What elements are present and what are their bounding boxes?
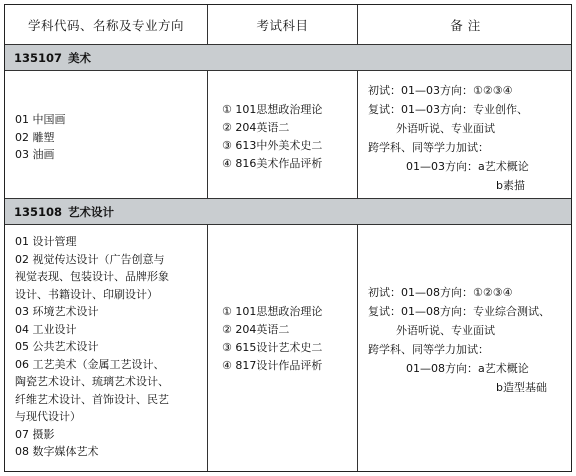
note-initial-exam: 初试：01—03方向：①②③④ bbox=[368, 84, 513, 97]
subject-code: 135107 bbox=[14, 50, 63, 65]
list-item: ① 101思想政治理论 bbox=[222, 103, 323, 116]
list-item: 01 设计管理 bbox=[15, 235, 77, 248]
major-list bbox=[15, 111, 66, 164]
note-retest-cont: 外语听说、专业面试 bbox=[396, 324, 495, 337]
subject-name: 艺术设计 bbox=[68, 204, 115, 219]
list-item: ④ 816美术作品评析 bbox=[222, 157, 323, 170]
header-exam-subjects: 考试科目 bbox=[208, 5, 358, 44]
exams-cell bbox=[208, 225, 358, 471]
exam-list bbox=[222, 303, 322, 375]
list-item: 07 摄影 bbox=[15, 427, 55, 441]
note-extra-exam-cont: b素描 bbox=[496, 179, 525, 192]
note-extra-exam: 01—08方向：a艺术概论 bbox=[406, 362, 529, 375]
list-item: 08 数字媒体艺术 bbox=[15, 445, 99, 458]
list-item: 01 中国画 bbox=[15, 113, 66, 126]
list-item: 02 雕塑 bbox=[15, 130, 55, 144]
list-item: ④ 817设计作品评析 bbox=[222, 359, 323, 372]
list-item: 与现代设计） bbox=[15, 410, 81, 423]
note-initial-exam: 初试：01—08方向：①②③④ bbox=[368, 286, 513, 299]
list-item: 06 工艺美术（金属工艺设计、 bbox=[15, 357, 165, 371]
list-item: 视觉表现、包装设计、品牌形象 bbox=[15, 270, 169, 283]
note-extra-exam-cont: b造型基础 bbox=[496, 381, 547, 394]
list-item: 05 公共艺术设计 bbox=[15, 340, 99, 353]
list-item: ③ 615设计艺术史二 bbox=[222, 341, 323, 354]
subject-band-fine-arts bbox=[5, 45, 571, 71]
exam-list bbox=[222, 101, 322, 173]
list-item: 04 工业设计 bbox=[15, 322, 77, 336]
list-item: 设计、书籍设计、印刷设计） bbox=[15, 287, 158, 301]
note-cross-discipline: 跨学科、同等学力加试： bbox=[368, 343, 489, 356]
list-item: 陶瓷艺术设计、琉璃艺术设计、 bbox=[15, 375, 169, 388]
table-header bbox=[5, 5, 571, 45]
note-cross-discipline: 跨学科、同等学力加试： bbox=[368, 141, 489, 154]
header-remarks: 备 注 bbox=[450, 17, 481, 33]
notes-text bbox=[368, 283, 550, 397]
major-list bbox=[15, 233, 169, 461]
notes-cell bbox=[358, 225, 573, 471]
list-item: ① 101思想政治理论 bbox=[222, 305, 323, 318]
section-art-design bbox=[5, 225, 571, 471]
exams-cell bbox=[208, 71, 358, 198]
subject-code: 135108 bbox=[14, 204, 63, 219]
list-item: ② 204英语二 bbox=[222, 121, 290, 134]
list-item: ② 204英语二 bbox=[222, 323, 290, 336]
list-item: 03 环境艺术设计 bbox=[15, 305, 99, 318]
header-discipline: 学科代码、名称及专业方向 bbox=[5, 5, 208, 44]
subject-name: 美术 bbox=[68, 50, 92, 65]
list-item: ③ 613中外美术史二 bbox=[222, 139, 323, 152]
notes-cell bbox=[358, 71, 573, 198]
note-retest: 复试：01—08方向：专业综合测试、 bbox=[368, 305, 550, 318]
note-retest-cont: 外语听说、专业面试 bbox=[396, 122, 495, 135]
majors-cell bbox=[5, 71, 208, 198]
list-item: 纤维艺术设计、首饰设计、民艺 bbox=[15, 392, 169, 406]
list-item: 03 油画 bbox=[15, 148, 55, 161]
note-extra-exam: 01—03方向：a艺术概论 bbox=[406, 160, 529, 173]
majors-cell bbox=[5, 225, 208, 471]
notes-text bbox=[368, 81, 529, 195]
section-fine-arts bbox=[5, 71, 571, 199]
subject-band-art-design bbox=[5, 199, 571, 225]
note-retest: 复试：01—03方向：专业创作、 bbox=[368, 103, 528, 116]
list-item: 02 视觉传达设计（广告创意与 bbox=[15, 252, 165, 266]
admissions-table bbox=[4, 4, 572, 472]
